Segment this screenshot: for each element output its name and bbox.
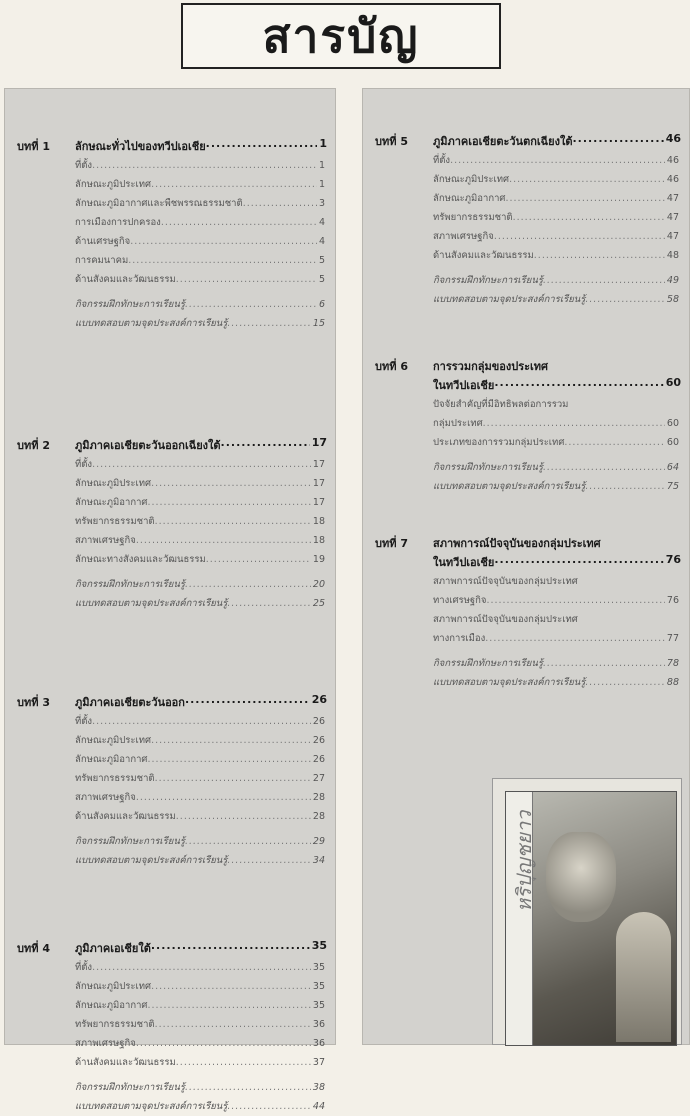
entry-page: 49 [666,275,679,286]
entry-page: 46 [666,174,679,185]
toc-entry [75,750,325,769]
toc-activity-entry [75,594,325,613]
entry-title: แบบทดสอบตามจุดประสงค์การเรียนรู้ [433,677,586,688]
toc-entry [75,769,325,788]
entry-title: ทรัพยากรธรรมชาติ [75,1019,155,1030]
chapter-number: บทที่ 7 [375,537,408,550]
entry-page: 27 [312,773,325,784]
dot-leader [585,673,665,692]
entry-page: 36 [312,1038,325,1049]
toc-activity-entry [433,673,679,692]
chapter-heading-cont [363,376,689,395]
dot-leader [147,493,310,512]
toc-entry [433,395,679,414]
dot-leader [206,550,311,569]
entry-page: 17 [312,459,325,470]
chapter-title: การรวมกลุ่มของประเทศ [433,360,549,373]
toc-entry [433,572,679,591]
entry-page: 37 [312,1057,325,1068]
chapter-number: บทที่ 5 [375,135,408,148]
dot-leader [176,1053,311,1072]
toc-entry [75,531,325,550]
chapter-title: สภาพการณ์ปัจจุบันของกลุ่มประเทศ [433,537,601,550]
toc-entry [75,270,325,289]
entry-page: 64 [666,462,679,473]
entry-page: 47 [666,193,679,204]
entry-page: 48 [666,250,679,261]
toc-entry [75,455,325,474]
chapter-title: ภูมิภาคเอเชียตะวันออกเฉียงใต้ [75,439,221,452]
entry-title: แบบทดสอบตามจุดประสงค์การเรียนรู้ [75,318,228,329]
entry-page: 17 [312,478,325,489]
entry-title: ลักษณะภูมิประเทศ [75,735,152,746]
dot-leader [176,807,311,826]
entry-title: ด้านสังคมและวัฒนธรรม [75,1057,176,1068]
dot-leader [136,531,311,550]
dot-leader [564,433,665,452]
entry-title: การคมนาคม [75,255,129,266]
entry-title: ประเภทของการรวมกลุ่มประเทศ [433,437,565,448]
chapter-title-row [433,553,689,571]
entry-page: 35 [312,962,325,973]
dot-leader [130,232,317,251]
page-title: สารบัญ [262,8,420,63]
chapter-title: ภูมิภาคเอเชียตะวันออก [75,696,185,709]
entry-title: ลักษณะภูมิประเทศ [75,478,152,489]
dot-leader [572,132,663,150]
dot-leader [585,477,665,496]
dot-leader [534,246,665,265]
chapter-number: บทที่ 2 [17,439,50,452]
dot-leader [151,175,317,194]
entry-title: ลักษณะภูมิอากาศ [75,497,148,508]
toc-entry [75,958,325,977]
toc-activity-entry [433,654,679,673]
chapter-title-row [433,534,689,552]
toc-entry [433,246,679,265]
entry-title: ปัจจัยสำคัญที่มีอิทธิพลต่อการรวม [433,399,569,410]
chapter-heading [363,534,689,553]
entry-title: ที่ตั้ง [75,716,93,727]
entry-title: กิจกรรมฝึกทักษะการเรียนรู้ [75,1082,185,1093]
chapter-title-row [75,939,335,957]
entry-page: 6 [318,299,325,310]
dot-leader [543,654,665,673]
entry-page: 47 [666,212,679,223]
dot-leader [243,194,317,213]
entry-title: ทรัพยากรธรรมชาติ [75,516,155,527]
photo-strip-text: หริปุญชยาว [512,810,536,912]
entry-page: 26 [312,716,325,727]
entry-title: แบบทดสอบตามจุดประสงค์การเรียนรู้ [75,598,228,609]
chapter-title-line2: ในทวีปเอเชีย [433,556,495,569]
dot-leader [227,1097,311,1116]
chapter-page: 1 [319,137,327,150]
entry-title: สภาพเศรษฐกิจ [75,792,136,803]
chapter-title: ลักษณะทั่วไปของทวีปเอเชีย [75,140,206,153]
dot-leader [155,1015,311,1034]
entry-page: 28 [312,792,325,803]
entry-page: 88 [666,677,679,688]
toc-entry [75,807,325,826]
dot-leader [227,851,311,870]
dot-leader [128,251,317,270]
chapter-2 [5,436,335,613]
chapter-2 [363,357,689,496]
dot-leader [543,271,665,290]
dot-leader [136,1034,311,1053]
dot-leader [494,553,663,571]
dot-leader [151,474,311,493]
entry-title: ลักษณะทางสังคมและวัฒนธรรม [75,554,206,565]
entry-title: ลักษณะภูมิอากาศ [433,193,506,204]
entry-page: 77 [666,633,679,644]
entry-title: กิจกรรมฝึกทักษะการเรียนรู้ [433,462,543,473]
toc-entry [75,1034,325,1053]
entry-page: 26 [312,735,325,746]
entry-page: 26 [312,754,325,765]
chapter-heading [5,939,335,958]
toc-entry [75,712,325,731]
entry-title: สภาพเศรษฐกิจ [433,231,494,242]
chapter-heading [5,693,335,712]
entry-page: 58 [666,294,679,305]
toc-entry [75,1015,325,1034]
entry-title: ด้านเศรษฐกิจ [75,236,131,247]
toc-activity-entry [75,1078,325,1097]
dot-leader [176,270,317,289]
toc-entry [75,175,325,194]
chapter-title-line2: ในทวีปเอเชีย [433,379,495,392]
entry-title: กิจกรรมฝึกทักษะการเรียนรู้ [75,836,185,847]
dot-leader [494,376,663,394]
dot-leader [92,958,311,977]
toc-activity-entry [75,575,325,594]
entry-title: สภาพการณ์ปัจจุบันของกลุ่มประเทศ [433,614,578,625]
chapter-title-row [75,137,335,155]
entry-page: 1 [318,160,325,171]
toc-activity-entry [75,295,325,314]
toc-entry [75,550,325,569]
entry-page: 3 [318,198,325,209]
toc-entry [75,474,325,493]
chapter-heading-cont [363,553,689,572]
entry-page: 47 [666,231,679,242]
dot-leader [92,455,311,474]
entry-page: 35 [312,981,325,992]
toc-entry [433,591,679,610]
dot-leader [185,1078,311,1097]
toc-entry [433,151,679,170]
entry-page: 78 [666,658,679,669]
chapter-1 [363,132,689,309]
entry-page: 15 [312,318,325,329]
entry-page: 60 [666,418,679,429]
toc-entry [75,251,325,270]
chapter-title: ภูมิภาคเอเชียใต้ [75,942,151,955]
toc-entry [75,996,325,1015]
entry-title: ลักษณะภูมิอากาศ [75,754,148,765]
chapter-number: บทที่ 1 [17,140,50,153]
dot-leader [483,414,665,433]
entry-title: ด้านสังคมและวัฒนธรรม [75,274,176,285]
title-box [181,3,501,69]
dot-leader [92,712,311,731]
entry-title: แบบทดสอบตามจุดประสงค์การเรียนรู้ [433,294,586,305]
entry-title: กลุ่มประเทศ [433,418,483,429]
entry-page: 38 [312,1082,325,1093]
toc-entry [433,414,679,433]
toc-activity-entry [433,458,679,477]
entry-title: สภาพเศรษฐกิจ [75,535,136,546]
chapter-4 [5,939,335,1116]
toc-entry [75,1053,325,1072]
entry-page: 44 [312,1101,325,1112]
toc-activity-entry [75,1097,325,1116]
dot-leader [147,996,310,1015]
toc-entry [75,788,325,807]
toc-entry [75,213,325,232]
entry-page: 25 [312,598,325,609]
chapter-number: บทที่ 6 [375,360,408,373]
dot-leader [161,213,317,232]
dot-leader [450,151,665,170]
entry-title: ลักษณะภูมิประเทศ [75,981,152,992]
entry-title: ที่ตั้ง [433,155,451,166]
toc-entry [433,227,679,246]
chapter-1 [5,137,335,333]
photo-frame [492,778,682,1045]
dot-leader [185,693,310,711]
entry-page: 4 [318,236,325,247]
entry-title: ลักษณะภูมิประเทศ [433,174,510,185]
chapter-page: 76 [665,553,681,566]
dot-leader [227,594,311,613]
dot-leader [136,788,311,807]
entry-title: กิจกรรมฝึกทักษะการเรียนรู้ [433,275,543,286]
chapter-page: 46 [665,132,681,145]
chapter-title: ภูมิภาคเอเชียตะวันตกเฉียงใต้ [433,135,573,148]
entry-page: 5 [318,274,325,285]
entry-page [677,395,679,414]
dot-leader [185,832,311,851]
dot-leader [486,591,664,610]
entry-page: 29 [312,836,325,847]
chapter-3 [5,693,335,870]
toc-entry [75,493,325,512]
entry-title: สภาพการณ์ปัจจุบันของกลุ่มประเทศ [433,576,578,587]
toc-entry [433,208,679,227]
entry-page: 35 [312,1000,325,1011]
dot-leader [505,189,664,208]
toc-entry [433,610,679,629]
entry-title: การเมืองการปกครอง [75,217,161,228]
chapter-heading [5,436,335,455]
entry-title: ทางเศรษฐกิจ [433,595,487,606]
toc-entry [433,629,679,648]
chapter-title-row [75,693,335,711]
chapter-number: บทที่ 3 [17,696,50,709]
chapter-heading [363,132,689,151]
chapter-3 [363,534,689,692]
chapter-heading [5,137,335,156]
entry-title: แบบทดสอบตามจุดประสงค์การเรียนรู้ [75,1101,228,1112]
toc-entry [75,156,325,175]
dot-leader [92,156,317,175]
dot-leader [543,458,665,477]
entry-page [677,610,679,629]
entry-title: ทางการเมือง [433,633,486,644]
entry-title: ที่ตั้ง [75,160,93,171]
entry-page: 34 [312,855,325,866]
dot-leader [185,295,317,314]
entry-title: แบบทดสอบตามจุดประสงค์การเรียนรู้ [75,855,228,866]
entry-page [677,572,679,591]
entry-title: กิจกรรมฝึกทักษะการเรียนรู้ [433,658,543,669]
toc-entry [75,731,325,750]
dot-leader [485,629,665,648]
dot-leader [206,137,318,155]
entry-page: 17 [312,497,325,508]
dot-leader [227,314,311,333]
entry-page: 4 [318,217,325,228]
entry-page: 18 [312,535,325,546]
dot-leader [185,575,311,594]
chapter-title-row [433,132,689,150]
entry-title: ที่ตั้ง [75,459,93,470]
entry-title: ด้านสังคมและวัฒนธรรม [433,250,534,261]
entry-page: 19 [312,554,325,565]
chapter-page: 17 [311,436,327,449]
photo-text-strip [506,792,536,1045]
toc-entry [433,170,679,189]
toc-entry [75,232,325,251]
toc-entry [75,194,325,213]
chapter-page: 26 [311,693,327,706]
entry-page: 36 [312,1019,325,1030]
dot-leader [494,227,665,246]
entry-title: ทรัพยากรธรรมชาติ [433,212,513,223]
dot-leader [513,208,665,227]
toc-activity-entry [433,477,679,496]
dot-leader [151,977,311,996]
dot-leader [151,939,310,957]
entry-page: 28 [312,811,325,822]
chapter-page: 35 [311,939,327,952]
dot-leader [221,436,310,454]
mask-figure [546,832,616,922]
entry-title: แบบทดสอบตามจุดประสงค์การเรียนรู้ [433,481,586,492]
entry-title: ลักษณะภูมิประเทศ [75,179,152,190]
entry-page: 18 [312,516,325,527]
chapter-page: 60 [665,376,681,389]
dot-leader [147,750,310,769]
entry-title: ลักษณะภูมิอากาศและพืชพรรณธรรมชาติ [75,198,243,209]
entry-title: ทรัพยากรธรรมชาติ [75,773,155,784]
toc-entry [433,189,679,208]
left-toc-panel [4,88,336,1112]
chapter-title-row [433,357,689,375]
dot-leader [585,290,665,309]
cover-photo [505,791,677,1046]
entry-page: 1 [318,179,325,190]
toc-activity-entry [433,290,679,309]
dancer-figure [616,912,671,1042]
entry-page: 5 [318,255,325,266]
entry-title: ด้านสังคมและวัฒนธรรม [75,811,176,822]
chapter-title-row [433,376,689,394]
dot-leader [155,769,311,788]
entry-page: 46 [666,155,679,166]
entry-title: ลักษณะภูมิอากาศ [75,1000,148,1011]
toc-entry [75,977,325,996]
toc-entry [75,512,325,531]
entry-page: 60 [666,437,679,448]
entry-page: 20 [312,579,325,590]
entry-title: สภาพเศรษฐกิจ [75,1038,136,1049]
entry-title: ที่ตั้ง [75,962,93,973]
chapter-heading [363,357,689,376]
chapter-title-row [75,436,335,454]
entry-title: กิจกรรมฝึกทักษะการเรียนรู้ [75,579,185,590]
toc-activity-entry [75,832,325,851]
entry-title: กิจกรรมฝึกทักษะการเรียนรู้ [75,299,185,310]
entry-page: 75 [666,481,679,492]
toc-activity-entry [75,851,325,870]
toc-activity-entry [75,314,325,333]
chapter-number: บทที่ 4 [17,942,50,955]
dot-leader [151,731,311,750]
toc-activity-entry [433,271,679,290]
dot-leader [155,512,311,531]
toc-entry [433,433,679,452]
entry-page: 76 [666,595,679,606]
dot-leader [509,170,665,189]
